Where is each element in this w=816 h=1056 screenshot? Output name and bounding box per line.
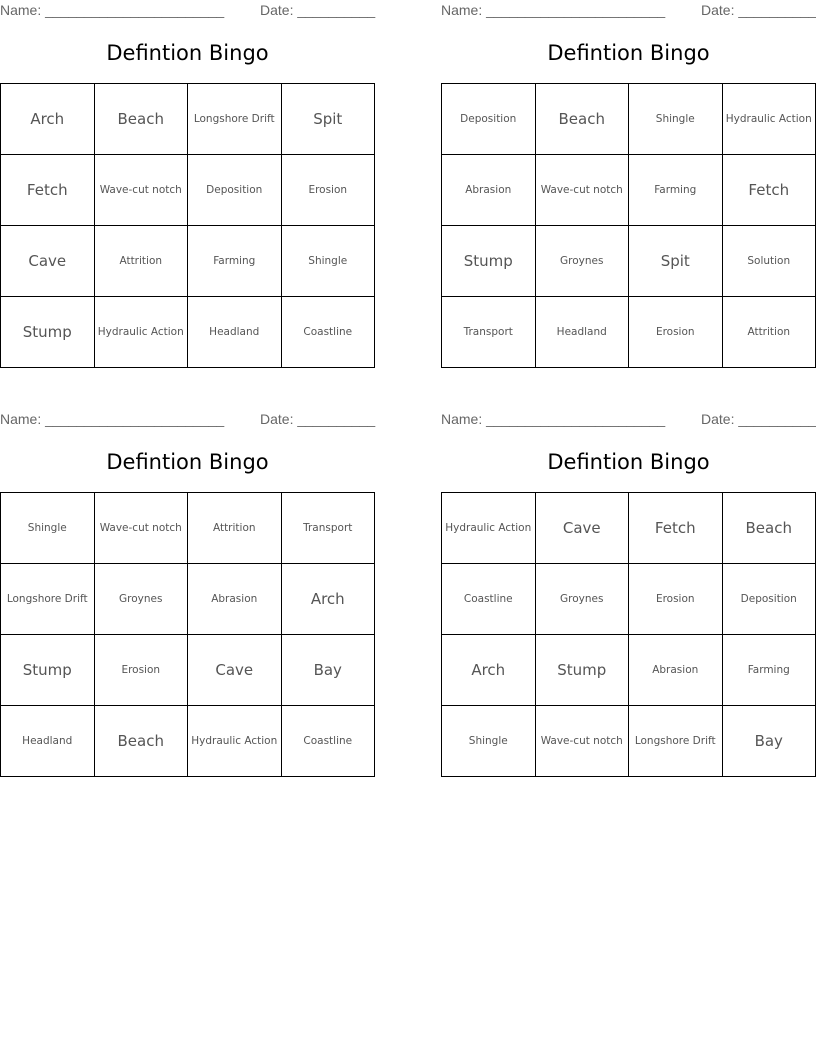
bingo-cell[interactable]: Headland: [188, 297, 282, 368]
bingo-cell[interactable]: Beach: [94, 706, 188, 777]
bingo-cell[interactable]: Shingle: [442, 706, 536, 777]
bingo-cell[interactable]: Solution: [722, 226, 816, 297]
name-date-line: [0, 409, 375, 429]
bingo-grid: [0, 492, 375, 777]
bingo-row: [442, 226, 816, 297]
bingo-cell[interactable]: Arch: [442, 635, 536, 706]
bingo-cell[interactable]: Farming: [722, 635, 816, 706]
bingo-cell[interactable]: Abrasion: [188, 564, 282, 635]
bingo-cell[interactable]: Abrasion: [442, 155, 536, 226]
bingo-cell[interactable]: Stump: [535, 635, 629, 706]
date-field[interactable]: Date: __________: [701, 411, 816, 427]
bingo-row: [1, 226, 375, 297]
bingo-cell[interactable]: Transport: [281, 493, 375, 564]
bingo-cell[interactable]: Attrition: [94, 226, 188, 297]
bingo-cell[interactable]: Stump: [1, 635, 95, 706]
bingo-row: [442, 493, 816, 564]
bingo-cell[interactable]: Bay: [722, 706, 816, 777]
bingo-cell[interactable]: Hydraulic Action: [94, 297, 188, 368]
bingo-row: [442, 297, 816, 368]
bingo-cell[interactable]: Farming: [629, 155, 723, 226]
bingo-row: [442, 84, 816, 155]
bingo-cell[interactable]: Erosion: [629, 297, 723, 368]
bingo-card-1: [0, 0, 376, 341]
name-field[interactable]: Name: _______________________: [441, 411, 666, 427]
name-field[interactable]: Name: _______________________: [0, 2, 225, 18]
bingo-grid: [441, 492, 816, 777]
card-title: Defintion Bingo: [106, 450, 269, 474]
date-field[interactable]: Date: __________: [701, 2, 816, 18]
bingo-cell[interactable]: Wave-cut notch: [94, 493, 188, 564]
date-field[interactable]: Date: __________: [260, 2, 376, 18]
bingo-cell[interactable]: Fetch: [1, 155, 95, 226]
bingo-row: [442, 706, 816, 777]
bingo-cell[interactable]: Hydraulic Action: [722, 84, 816, 155]
bingo-cell[interactable]: Groynes: [535, 226, 629, 297]
bingo-row: [1, 297, 375, 368]
bingo-card-4: [441, 409, 816, 750]
bingo-cell[interactable]: Beach: [722, 493, 816, 564]
bingo-cell[interactable]: Hydraulic Action: [442, 493, 536, 564]
name-date-line: [441, 409, 816, 429]
bingo-cell[interactable]: Shingle: [1, 493, 95, 564]
bingo-cell[interactable]: Abrasion: [629, 635, 723, 706]
bingo-cell[interactable]: Headland: [535, 297, 629, 368]
bingo-grid: [0, 83, 375, 368]
bingo-cell[interactable]: Fetch: [629, 493, 723, 564]
bingo-cell[interactable]: Coastline: [442, 564, 536, 635]
bingo-cell[interactable]: Stump: [1, 297, 95, 368]
bingo-cell[interactable]: Stump: [442, 226, 536, 297]
bingo-cell[interactable]: Bay: [281, 635, 375, 706]
bingo-cell[interactable]: Beach: [535, 84, 629, 155]
bingo-cell[interactable]: Wave-cut notch: [535, 155, 629, 226]
bingo-cell[interactable]: Longshore Drift: [188, 84, 282, 155]
bingo-row: [442, 635, 816, 706]
card-title: Defintion Bingo: [547, 450, 710, 474]
bingo-card-2: [441, 0, 816, 338]
name-field[interactable]: Name: _______________________: [0, 411, 225, 427]
bingo-cell[interactable]: Longshore Drift: [1, 564, 95, 635]
bingo-cell[interactable]: Cave: [535, 493, 629, 564]
bingo-cell[interactable]: Attrition: [722, 297, 816, 368]
bingo-cell[interactable]: Spit: [629, 226, 723, 297]
bingo-grid: [441, 83, 816, 368]
bingo-row: [1, 493, 375, 564]
bingo-row: [1, 155, 375, 226]
bingo-row: [1, 706, 375, 777]
bingo-cell[interactable]: Attrition: [188, 493, 282, 564]
bingo-cell[interactable]: Spit: [281, 84, 375, 155]
card-title: Defintion Bingo: [106, 41, 269, 65]
bingo-cell[interactable]: Coastline: [281, 706, 375, 777]
bingo-cell[interactable]: Transport: [442, 297, 536, 368]
bingo-cell[interactable]: Beach: [94, 84, 188, 155]
date-field[interactable]: Date: __________: [260, 411, 376, 427]
bingo-cell[interactable]: Fetch: [722, 155, 816, 226]
card-title: Defintion Bingo: [547, 41, 710, 65]
bingo-card-3: [0, 409, 376, 750]
name-field[interactable]: Name: _______________________: [441, 2, 666, 18]
bingo-cell[interactable]: Deposition: [442, 84, 536, 155]
bingo-row: [1, 564, 375, 635]
bingo-cell[interactable]: Longshore Drift: [629, 706, 723, 777]
bingo-cell[interactable]: Cave: [188, 635, 282, 706]
bingo-row: [1, 635, 375, 706]
bingo-row: [442, 155, 816, 226]
bingo-cell[interactable]: Arch: [1, 84, 95, 155]
bingo-row: [1, 84, 375, 155]
bingo-cell[interactable]: Erosion: [629, 564, 723, 635]
bingo-cell[interactable]: Coastline: [281, 297, 375, 368]
bingo-cell[interactable]: Deposition: [722, 564, 816, 635]
bingo-cell[interactable]: Hydraulic Action: [188, 706, 282, 777]
bingo-row: [442, 564, 816, 635]
bingo-cell[interactable]: Erosion: [94, 635, 188, 706]
bingo-cell[interactable]: Headland: [1, 706, 95, 777]
bingo-cell[interactable]: Groynes: [94, 564, 188, 635]
bingo-cell[interactable]: Farming: [188, 226, 282, 297]
bingo-cell[interactable]: Wave-cut notch: [535, 706, 629, 777]
bingo-cell[interactable]: Shingle: [629, 84, 723, 155]
bingo-cell[interactable]: Wave-cut notch: [94, 155, 188, 226]
bingo-cell[interactable]: Deposition: [188, 155, 282, 226]
bingo-cell[interactable]: Groynes: [535, 564, 629, 635]
name-date-line: [0, 0, 375, 20]
bingo-cell[interactable]: Erosion: [281, 155, 375, 226]
name-date-line: [441, 0, 816, 20]
bingo-cell[interactable]: Cave: [1, 226, 95, 297]
bingo-cell[interactable]: Shingle: [281, 226, 375, 297]
bingo-cell[interactable]: Arch: [281, 564, 375, 635]
